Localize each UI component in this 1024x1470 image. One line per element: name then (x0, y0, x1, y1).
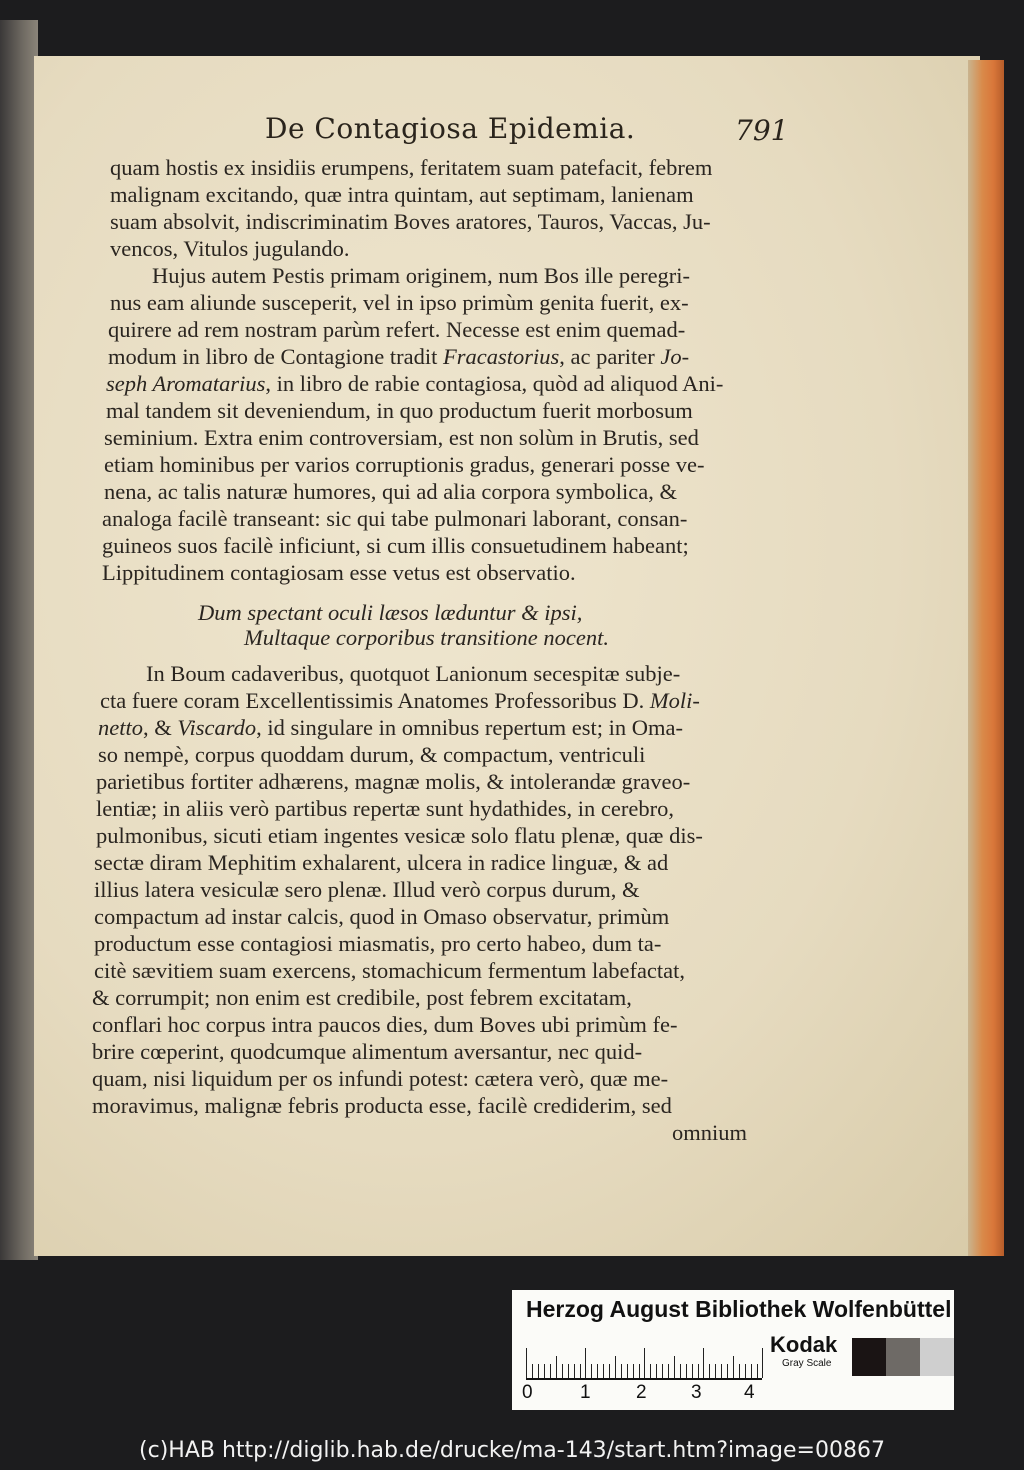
text-line: moravimus, malignæ febris producta esse, facilè crediderim, sed (92, 1093, 672, 1118)
text-line: sectæ diram Mephitim exhalarent, ulcera in radice linguæ, & ad (94, 850, 669, 875)
ruler-tick (538, 1364, 539, 1378)
book-spine-shadow (0, 20, 38, 1260)
text-line: seph Aromatarius, in libro de rabie contagiosa, quòd ad aliquod Ani- (106, 371, 724, 396)
ruler-tick (650, 1364, 651, 1378)
ruler-tick (745, 1364, 746, 1378)
ruler-tick (526, 1348, 527, 1378)
ruler-tick (680, 1364, 681, 1378)
ruler-tick (568, 1364, 569, 1378)
ruler-tick (544, 1364, 545, 1378)
text-line: brire cœperint, quodcumque alimentum aversantur, nec quid- (92, 1039, 643, 1064)
text-line: Hujus autem Pestis primam originem, num Bos ille peregri- (152, 263, 691, 288)
ruler-tick (562, 1364, 563, 1378)
verse-line: Dum spectant oculi læsos læduntur & ipsi, (198, 600, 583, 625)
gray-swatch-light (920, 1338, 954, 1376)
text-line: seminium. Extra enim controversiam, est non solùm in Brutis, sed (104, 425, 699, 450)
ruler-tick (603, 1364, 604, 1378)
ruler-number: 2 (636, 1382, 647, 1403)
ruler-tick (762, 1348, 763, 1378)
ruler-tick (609, 1364, 610, 1378)
ruler-tick (532, 1364, 533, 1378)
text-line: suam absolvit, indiscriminatim Boves aratores, Tauros, Vaccas, Ju- (110, 209, 711, 234)
text-line: illius latera vesiculæ sero plenæ. Illud verò corpus durum, & (94, 877, 640, 902)
text-line: Lippitudinem contagiosam esse vetus est observatio. (102, 560, 576, 585)
library-color-card (512, 1290, 954, 1410)
text-line: nena, ac talis naturæ humores, qui ad alia corpora symbolica, & (104, 479, 677, 504)
ruler-tick (644, 1348, 645, 1378)
text-line: nus eam aliunde susceperit, vel in ipso primùm genita fuerit, ex- (110, 290, 689, 315)
ruler-tick (574, 1364, 575, 1378)
ruler-tick (580, 1364, 581, 1378)
ruler-tick (591, 1364, 592, 1378)
gray-swatch-mid (886, 1338, 920, 1376)
text-line: lentiæ; in aliis verò partibus repertæ sunt hydathides, in cerebro, (96, 796, 674, 821)
ruler-tick (686, 1364, 687, 1378)
ruler-tick (656, 1364, 657, 1378)
ruler-tick (698, 1364, 699, 1378)
ruler-number: 3 (691, 1382, 702, 1403)
ruler-tick (627, 1364, 628, 1378)
ruler-number: 0 (522, 1382, 533, 1403)
ruler-tick (727, 1364, 728, 1378)
text-line: citè sævitiem suam exercens, stomachicum fermentum labefactat, (94, 958, 686, 983)
text-line: modum in libro de Contagione tradit Fracastorius, ac pariter Jo- (108, 344, 690, 369)
gray-swatch-dark (852, 1338, 886, 1376)
text-line: malignam excitando, quæ intra quintam, aut septimam, lanienam (110, 182, 694, 207)
ruler-tick (674, 1356, 675, 1378)
ruler (526, 1336, 762, 1380)
verse-line: Multaque corporibus transitione nocent. (244, 625, 609, 650)
text-line: analoga facilè transeant: sic qui tabe pulmonari laborant, consan- (102, 506, 688, 531)
ruler-number: 4 (744, 1382, 755, 1403)
text-line: vencos, Vitulos jugulando. (110, 236, 350, 261)
page-edge (968, 60, 1004, 1256)
text-line: compactum ad instar calcis, quod in Omaso observatur, primùm (94, 904, 670, 929)
ruler-tick (715, 1364, 716, 1378)
ruler-tick (733, 1356, 734, 1378)
text-line: quam hostis ex insidiis erumpens, feritatem suam patefacit, febrem (110, 155, 713, 180)
text-line: conflari hoc corpus intra paucos dies, dum Boves ubi primùm fe- (92, 1012, 678, 1037)
catchword: omnium (672, 1120, 748, 1145)
text-line: pulmonibus, sicuti etiam ingentes vesicæ solo flatu plenæ, quæ dis- (96, 823, 703, 848)
ruler-tick (692, 1364, 693, 1378)
text-line: netto, & Viscardo, id singulare in omnibus repertum est; in Oma- (98, 715, 683, 740)
ruler-tick (615, 1356, 616, 1378)
ruler-tick (585, 1348, 586, 1378)
text-line: & corrumpit; non enim est credibile, post febrem excitatam, (92, 985, 632, 1010)
ruler-tick (662, 1364, 663, 1378)
text-line: etiam hominibus per varios corruptionis gradus, generari posse ve- (104, 452, 705, 477)
page-number: 791 (735, 114, 789, 147)
ruler-tick (751, 1364, 752, 1378)
ruler-tick (739, 1364, 740, 1378)
text-line: so nempè, corpus quoddam durum, & compactum, ventriculi (98, 742, 646, 767)
text-line: quam, nisi liquidum per os infundi potest: cætera verò, quæ me- (92, 1066, 669, 1091)
ruler-tick (721, 1364, 722, 1378)
ruler-tick (703, 1348, 704, 1378)
text-line: mal tandem sit deveniendum, in quo productum fuerit morbosum (106, 398, 693, 423)
text-line: quirere ad rem nostram parùm refert. Necesse est enim quemad- (108, 317, 686, 342)
ruler-tick (550, 1364, 551, 1378)
gray-scale-label: Gray Scale (782, 1358, 832, 1369)
ruler-tick (757, 1364, 758, 1378)
text-line: guineos suos facilè inficiunt, si cum illis consuetudinem habeant; (102, 533, 689, 558)
ruler-tick (668, 1364, 669, 1378)
library-name: Herzog August Bibliothek Wolfenbüttel (526, 1296, 952, 1322)
ruler-tick (709, 1364, 710, 1378)
copyright-url-footer: (c)HAB http://diglib.hab.de/drucke/ma-143/start.htm?image=00867 (139, 1438, 885, 1463)
ruler-tick (639, 1364, 640, 1378)
kodak-logo: Kodak (770, 1332, 838, 1357)
text-line: In Boum cadaveribus, quotquot Lanionum secespitæ subje- (146, 661, 681, 686)
ruler-tick (633, 1364, 634, 1378)
text-line: parietibus fortiter adhærens, magnæ molis, & intolerandæ graveo- (96, 769, 691, 794)
running-title: De Contagiosa Epidemia. (265, 112, 636, 145)
ruler-number: 1 (580, 1382, 591, 1403)
ruler-tick (556, 1356, 557, 1378)
text-line: productum esse contagiosi miasmatis, pro certo habeo, dum ta- (94, 931, 662, 956)
ruler-tick (597, 1364, 598, 1378)
text-line: cta fuere coram Excellentissimis Anatomes Professoribus D. Moli- (100, 688, 700, 713)
ruler-tick (621, 1364, 622, 1378)
